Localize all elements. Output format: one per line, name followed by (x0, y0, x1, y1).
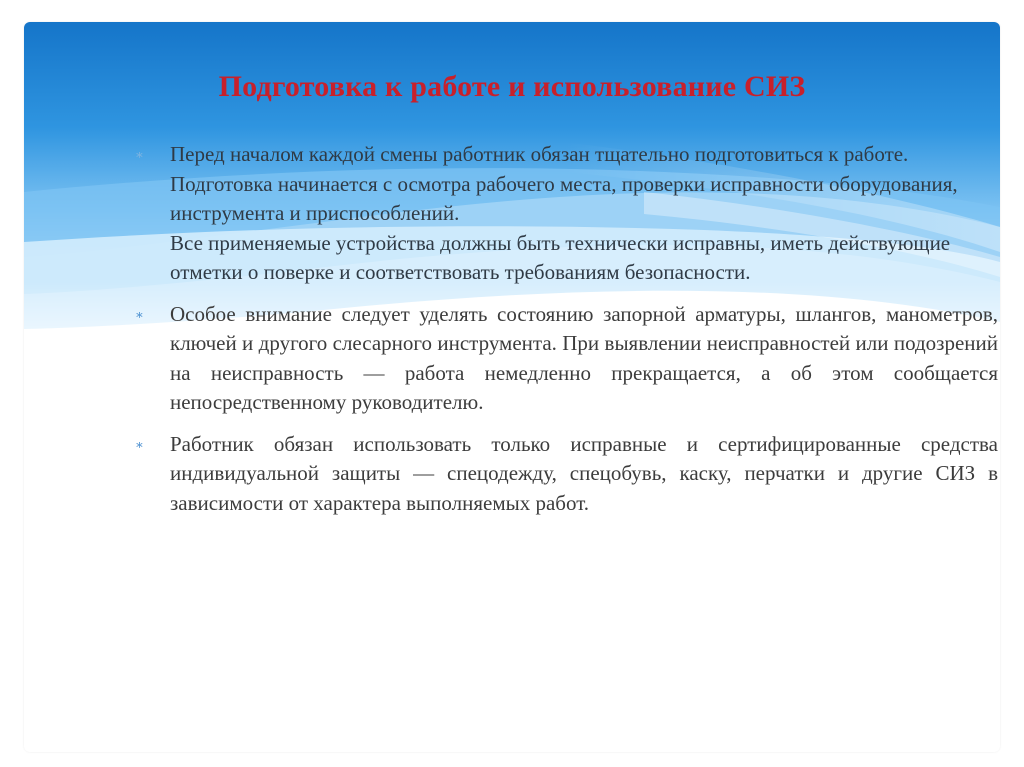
bullet-item (132, 430, 998, 519)
bullet-paragraph: Работник обязан использовать только исправные и сертифицированные средства индивидуальной защиты — спецодежду, спецобувь, каску, перчатки и другие СИЗ в зависимости от характера выполняемых работ. (170, 431, 998, 515)
bullet-paragraph: Все применяемые устройства должны быть технически исправны, иметь действующие отметки о поверке и соответствовать требованиям безопасности. (170, 230, 951, 284)
slide-body (132, 140, 998, 530)
bullet-asterisk-icon: ∗ (135, 306, 144, 322)
bullet-paragraph: Особое внимание следует уделять состоянию запорной арматуры, шлангов, манометров, ключей и другого слесарного инструмента. При выявлении неисправностей или подозрений на неисправность — работа немедленно прекращается, а об этом сообщается непосредственному руководителю. (170, 301, 998, 414)
slide-frame (24, 22, 1000, 752)
bullet-paragraph: Подготовка начинается с осмотра рабочего места, проверки исправности оборудования, инструмента и приспособлений. (170, 171, 958, 225)
bullet-item (132, 140, 998, 288)
bullet-asterisk-icon: ∗ (135, 436, 144, 452)
bullet-asterisk-icon: ∗ (135, 147, 144, 162)
bullet-item (132, 300, 998, 418)
bullet-paragraph: Перед началом каждой смены работник обязан тщательно подготовиться к работе. (170, 142, 909, 166)
slide-title: Подготовка к работе и использование СИЗ (218, 70, 806, 103)
